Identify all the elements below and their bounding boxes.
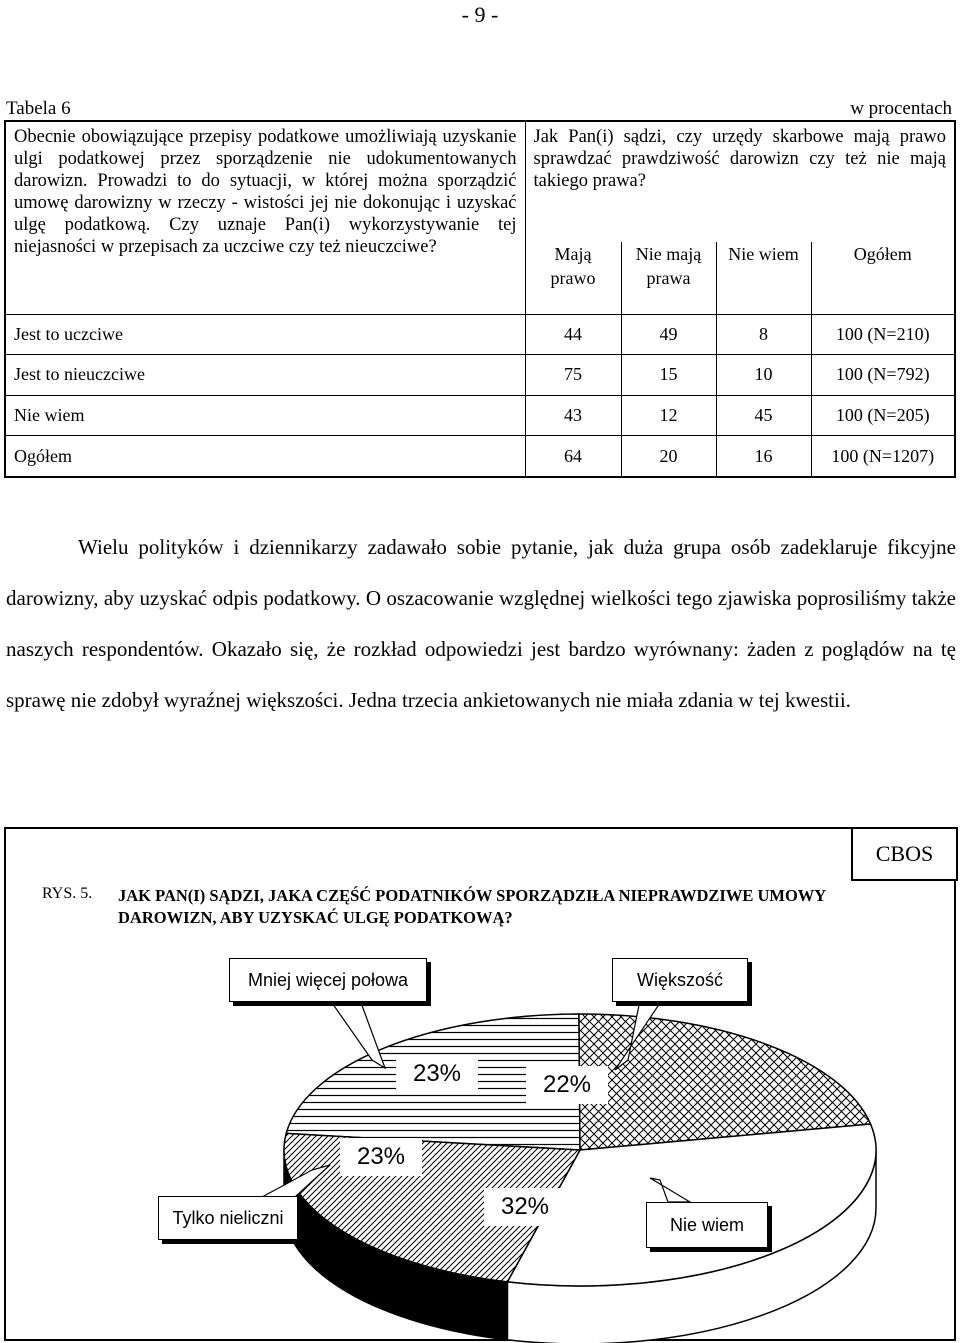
column-header: Ogółem (811, 242, 955, 314)
column-header: Mają prawo (525, 242, 621, 314)
left-question: Obecnie obowiązujące przepisy podatkowe umożliwiają uzyskanie ulgi podatkowej przez sporządzenie nie udokumentowanych darowizn. Prowadzi to do sytuacji, w której można sporządzić umowę darowizny w rzeczy - wistości jej nie dokonując i uzyskać ulgę podatkową. Czy uznaje Pan(i) wykorzystywanie tej niejasności w przepisach za uczciwe czy też nieuczciwe? (5, 121, 525, 314)
cell: 100 (N=1207) (811, 436, 955, 477)
cell: 49 (621, 314, 716, 355)
top-question: Jak Pan(i) sądzi, czy urzędy skarbowe mają prawo sprawdzać prawdziwość darowizn czy też nie mają takiego prawa? (525, 121, 955, 242)
figure-label: RYS. 5. (42, 885, 93, 902)
cell: 10 (716, 355, 811, 396)
cell: 100 (N=792) (811, 355, 955, 396)
legend-label: Mniej więcej połowa (229, 958, 427, 1002)
cell: 100 (N=205) (811, 395, 955, 436)
table-unit: w procentach (850, 98, 952, 119)
row-label: Jest to nieuczciwe (5, 355, 525, 396)
cell: 43 (525, 395, 621, 436)
page-number: - 9 - (461, 2, 499, 27)
callout-pointer (330, 1000, 385, 1068)
data-label: 23% (340, 1138, 422, 1176)
data-label: 32% (484, 1188, 566, 1226)
cell: 44 (525, 314, 621, 355)
column-header: Nie wiem (716, 242, 811, 314)
column-header: Nie mają prawa (621, 242, 716, 314)
legend-label: Nie wiem (646, 1202, 768, 1248)
data-label: 23% (396, 1055, 478, 1093)
figure-title: JAK PAN(I) SĄDZI, JAKA CZĘŚĆ PODATNIKÓW SPORZĄDZIŁA NIEPRAWDZIWE UMOWY DAROWIZN, ABY UZYSKAĆ ULGĘ PODATKOWĄ? (118, 886, 826, 927)
row-label: Ogółem (5, 436, 525, 477)
cell: 100 (N=210) (811, 314, 955, 355)
cell: 8 (716, 314, 811, 355)
table-caption: Tabela 6 (6, 98, 71, 119)
row-label: Jest to uczciwe (5, 314, 525, 355)
legend-label: Większość (612, 958, 748, 1002)
cbos-badge: CBOS (851, 827, 958, 881)
cell: 20 (621, 436, 716, 477)
data-label: 22% (526, 1066, 608, 1104)
cell: 75 (525, 355, 621, 396)
cell: 45 (716, 395, 811, 436)
cell: 15 (621, 355, 716, 396)
cell: 12 (621, 395, 716, 436)
legend-label: Tylko nieliczni (158, 1196, 298, 1240)
cell: 64 (525, 436, 621, 477)
paragraph-text: Wielu polityków i dziennikarzy zadawało sobie pytanie, jak duża grupa osób zadeklaruje fikcyjne darowizny, aby uzyskać odpis podatkowy. O oszacowanie względnej wielkości tego zjawiska poprosiliśmy także naszych respondentów. Okazało się, że rozkład odpowiedzi jest bardzo wyrównany: żaden z poglądów na tę sprawę nie zdobył wyraźnej większości. Jedna trzecia ankietowanych nie miała zdania w tej kwestii. (6, 535, 956, 712)
cell: 16 (716, 436, 811, 477)
row-label: Nie wiem (5, 395, 525, 436)
